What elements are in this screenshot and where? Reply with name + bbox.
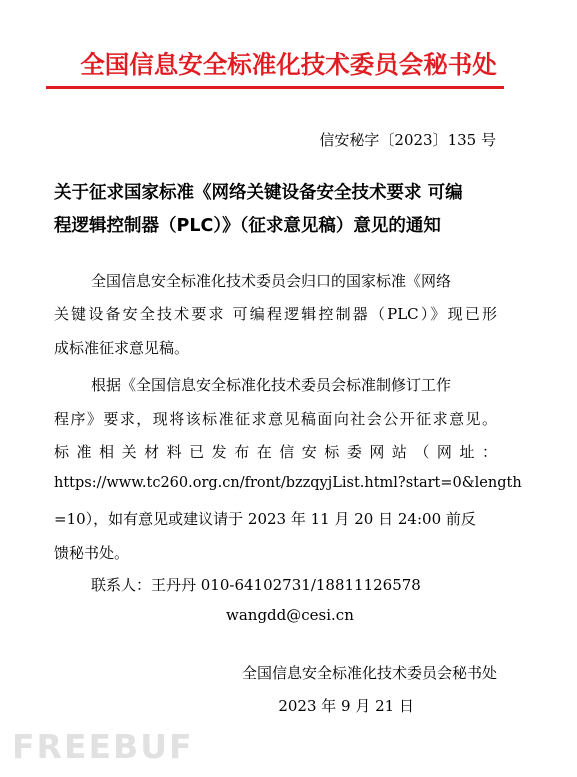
freebuf-watermark <box>12 727 212 773</box>
contact-line: 联系人：王丹丹 010-64102731/18811126578 <box>91 576 421 594</box>
para2-line-1: 根据《全国信息安全标准化技术委员会标准制修订工作 <box>91 376 452 394</box>
para1-line-3: 成标准征求意见稿。 <box>54 339 190 357</box>
notice-title-line-2: 程逻辑控制器（PLC）》（征求意见稿）意见的通知 <box>54 216 441 236</box>
para2-line-2: 程序》要求，现将该标准征求意见稿面向社会公开征求意见。 <box>54 410 497 428</box>
para2-line-5: =10），如有意见或建议请于 2023 年 11 月 20 日 24:00 前反 <box>54 510 476 528</box>
website-url[interactable]: https://www.tc260.org.cn/front/bzzqyjList.html?start=0&length <box>54 475 522 491</box>
notice-title-line-1: 关于征求国家标准《网络关键设备安全技术要求 可编 <box>54 183 463 203</box>
signature-org: 全国信息安全标准化技术委员会秘书处 <box>241 664 497 682</box>
para1-line-2: 关键设备安全技术要求 可编程逻辑控制器（PLC）》现已形 <box>54 305 497 323</box>
para1-line-1: 全国信息安全标准化技术委员会归口的国家标准《网络 <box>91 272 452 290</box>
contact-email[interactable]: wangdd@cesi.cn <box>226 606 354 624</box>
header-red-rule <box>46 86 504 89</box>
org-header-title: 全国信息安全标准化技术委员会秘书处 <box>80 50 497 79</box>
document-number: 信安秘字〔2023〕135 号 <box>319 131 496 149</box>
signature-date: 2023 年 9 月 21 日 <box>278 697 414 715</box>
watermark-text: FREEBUF <box>12 727 194 766</box>
para2-line-6: 馈秘书处。 <box>54 544 130 562</box>
para2-line-3: 标准相关材料已发布在信安标委网站（网址： <box>54 443 497 461</box>
